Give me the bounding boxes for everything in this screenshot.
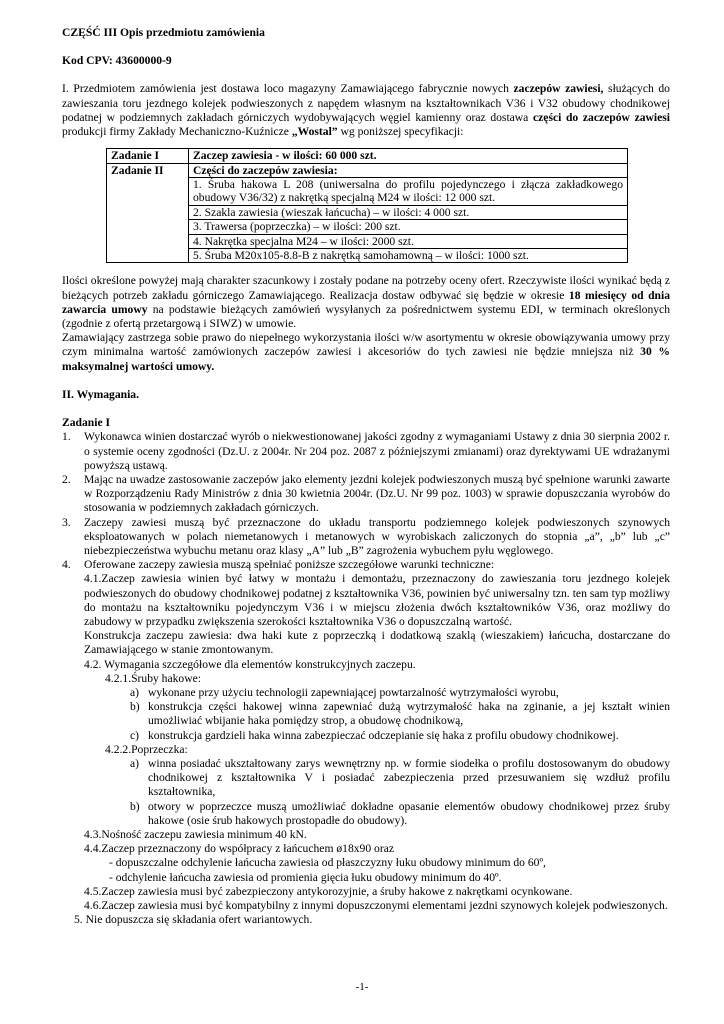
table-row	[107, 149, 628, 163]
req-4-3: 4.3.Nośność zaczepu zawiesia minimum 40 kN.	[84, 827, 307, 841]
part-item: 5. Śruba M20x105-8.8-B z nakrętką samohamowną – w ilości: 1000 szt.	[189, 249, 628, 263]
task-label: Zadanie I	[107, 149, 189, 163]
req-4-2-2: 4.2.2.Poprzeczka:	[105, 742, 188, 756]
list-item: a) wykonane przy użyciu technologii zapewniającej powtarzalność wytrzymałości wyrobu,	[130, 685, 559, 699]
specification-table	[106, 148, 628, 263]
list-item: c) konstrukcja gardzieli haka winna zabezpieczać odczepianie się haka z profilu obudowy chodnikowej.	[130, 728, 619, 742]
reservation-paragraph: Zamawiający zastrzega sobie prawo do niepełnego wykorzystania ilości w/w asortymentu w okresie obowiązywania umowy przy czym minimalna wartość zamówionych zaczepów zawiesi i akcesoriów do tych zawiesi nie będzie mniejsza niż 30 % maksymalnej wartości umowy.	[62, 331, 670, 373]
task-description: Części do zaczepów zawiesia:	[189, 163, 628, 177]
list-item: 2. Mając na uwadze zastosowanie zaczepów jako elementy jezdni kolejek podwieszonych muszą być spełnione warunki zawarte w Rozporządzeniu Rady Ministrów z dnia 30 kwietnia 2004r. (Dz.U. Nr 99 poz. 1003) w sprawie dopuszczania wyrobów do stosowania w podziemnych zakładach górniczych.	[62, 472, 670, 515]
req-5: 5. Nie dopuszcza się składania ofert wariantowych.	[74, 913, 313, 927]
req-4-4-dash: - odchylenie łańcucha zawiesia od promienia gięcia łuku obudowy minimum do 40º.	[109, 870, 502, 884]
part-item: 3. Trawersa (poprzeczka) – w ilości: 200 szt.	[189, 220, 628, 234]
list-item: a) winna posiadać ukształtowany zarys wewnętrzny np. w formie siodełka o profilu dostosowanym do obudowy chodnikowej z kształtownika V i posiadać zabezpieczenia przed przesuwaniem się wzdłuż profilu kształtownika,	[130, 756, 670, 799]
task-description: Zaczep zawiesia - w ilości: 60 000 szt.	[189, 149, 628, 163]
req-4-5: 4.5.Zaczep zawiesia musi być zabezpieczony antykorozyjnie, a śruby hakowe z nakrętkami ocynkowane.	[84, 884, 573, 898]
intro-paragraph: I. Przedmiotem zamówienia jest dostawa loco magazyny Zamawiającego fabrycznie nowych zaczepów zawiesi, służących do zawieszania toru jezdnego kolejek podwieszonych z napędem własnym na kształtownikach V36 i V32 obudowy chodnikowej podatnej w podziemnych zakładach górniczych wydobywających węgiel kamienny oraz dostawa części do zaczepów zawiesi produkcji firmy Zakłady Mechaniczno-Kuźnicze „Wostal” wg poniższej specyfikacji:	[62, 82, 670, 139]
cpv-code: Kod CPV: 43600000-9	[62, 54, 172, 68]
req-4-1: 4.1.Zaczep zawiesia winien być łatwy w montażu i demontażu, przeznaczony do zawieszania toru jezdnego kolejek podwieszonych do obudowy chodnikowej podatnej z kształtownika V36, powinien być uniwersalny tzn. ten sam typ możliwy do montażu na kształtowniku pojedynczym V36 i w miejscu złożenia dwóch kształtowników V36, oraz możliwy do zabudowy w przypadku zwiększenia szerokości kształtownika V36 o dopuszczalną wartość.	[84, 572, 670, 628]
section-title: CZĘŚĆ III Opis przedmiotu zamówienia	[62, 26, 265, 39]
task-label: Zadanie II	[107, 163, 189, 263]
part-item: 4. Nakrętka specjalna M24 – w ilości: 2000 szt.	[189, 234, 628, 248]
req-4-1-construction: Konstrukcja zaczepu zawiesia: dwa haki kute z poprzeczką i dodatkową szaklą (wieszakiem) łańcucha, dostarczane do Zamawiającego w stanie zmontowanym.	[84, 629, 670, 657]
req-4-6: 4.6.Zaczep zawiesia musi być kompatybilny z innymi dopuszczonymi elementami jezdni szynowych kolejek podwieszonych.	[84, 899, 668, 912]
req-4-2: 4.2. Wymagania szczegółowe dla elementów konstrukcyjnych zaczepu.	[84, 657, 416, 671]
section2-title: II. Wymagania.	[62, 387, 139, 401]
req-4-2-1: 4.2.1.Śruby hakowe:	[105, 671, 201, 685]
req-4-4-dash: - dopuszczalne odchylenie łańcucha zawiesia od płaszczyzny łuku obudowy minimum do 60º,	[109, 856, 546, 870]
document-content	[62, 26, 670, 927]
part-item: 1. Śruba hakowa L 208 (uniwersalna do profilu pojedynczego i złącza zakładkowego obudowy V36/32) z nakrętką specjalną M24 w ilości: 12 000 szt.	[189, 178, 628, 206]
req-4-4: 4.4.Zaczep przeznaczony do współpracy z łańcuchem ø18x90 oraz	[84, 842, 394, 856]
list-item: b) otwory w poprzeczce muszą umożliwiać dokładne opasanie elementów obudowy chodnikowej przez śruby hakowe (osie śrub hakowych prostopadłe do obudowy).	[130, 799, 670, 827]
quantities-paragraph: Ilości określone powyżej mają charakter szacunkowy i zostały podane na potrzeby oceny ofert. Rzeczywiste ilości wynikać będą z bieżących potrzeb zakładu górniczego Zamawiającego. Realizacja dostaw odbywać się będzie w okresie 18 miesięcy od dnia zawarcia umowy na podstawie bieżących zamówień wysyłanych za pośrednictwem systemu EDI, w terminach określonych (zgodnie z ofertą przetargową i SIWZ) w umowie.	[62, 274, 670, 331]
part-item: 2. Szakla zawiesia (wieszak łańcucha) – w ilości: 4 000 szt.	[189, 205, 628, 219]
list-item: b) konstrukcja części hakowej winna zapewniać dużą wytrzymałość haka na zginanie, a jej kształt winien umożliwiać wbijanie haka pomiędzy strop, a obudowę chodnikową,	[130, 700, 670, 728]
list-item: 3. Zaczepy zawiesi muszą być przeznaczone do układu transportu podziemnego kolejek podwieszonych szynowych eksploatowanych w polach niemetanowych i metanowych w wyrobiskach zaliczonych do stopnia „a”, „b” lub „c” niebezpieczeństwa wybuchu metanu oraz klasy „A” lub „B” zagrożenia wybuchem pyłu węglowego.	[62, 515, 670, 557]
list-item: 1. Wykonawca winien dostarczać wyrób o niekwestionowanej jakości zgodny z wymaganiami Ustawy z dnia 30 sierpnia 2002 r. o systemie oceny zgodności (Dz.U. z 2004r. Nr 204 poz. 2087 z późniejszymi zmianami) oraz dyrektywami UE wdrażanymi powyższą ustawą.	[62, 430, 670, 472]
page-number: -1-	[355, 981, 369, 993]
list-item: 4. Oferowane zaczepy zawiesia muszą spełniać poniższe szczegółowe warunki techniczne:	[62, 558, 495, 572]
table-row	[107, 163, 628, 177]
zadanie-title: Zadanie I	[62, 416, 110, 430]
